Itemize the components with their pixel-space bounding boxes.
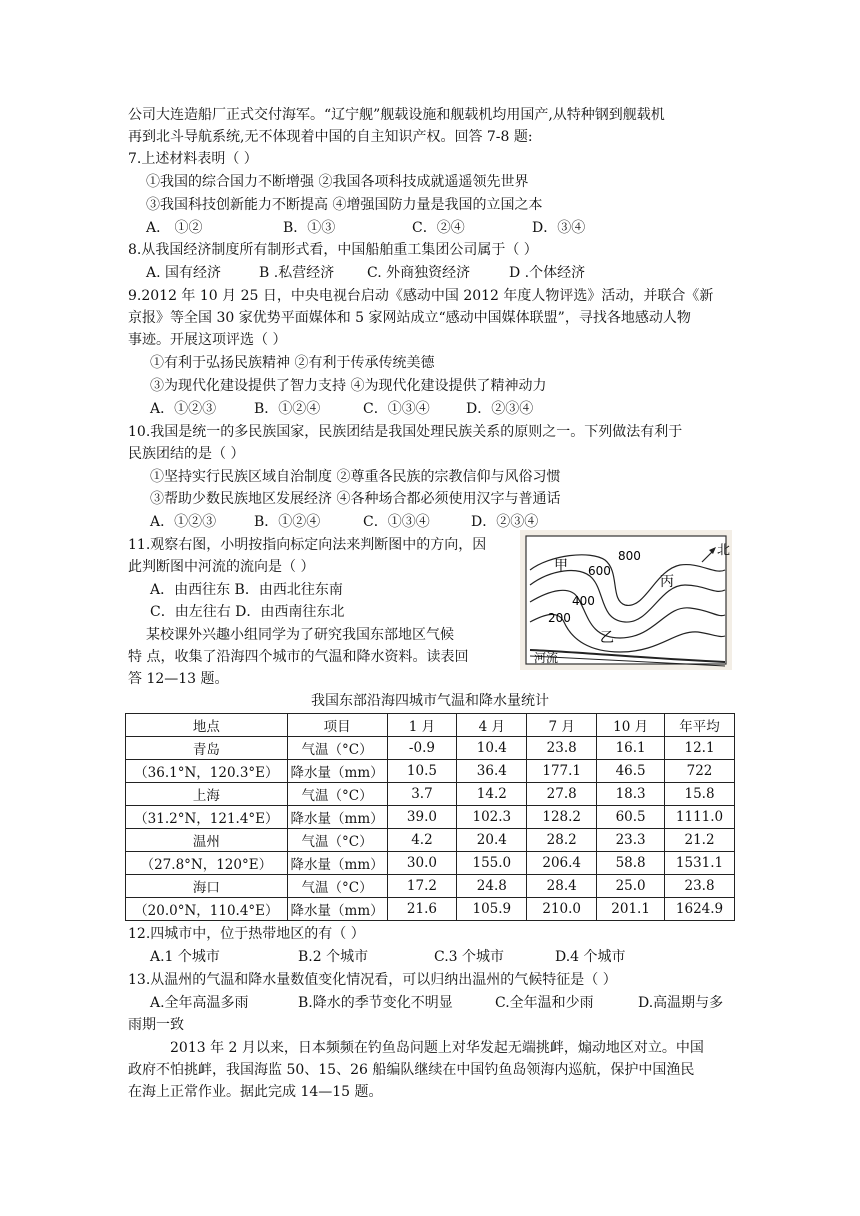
table-cell: 10.4 [457,737,527,760]
table-cell: 128.2 [527,806,597,829]
label-jia: 甲 [554,558,568,574]
river-label: 河流 [534,651,559,665]
city-coord: （31.2°N，121.4°E） [126,806,288,829]
table-cell: 30.0 [387,852,457,875]
table-cell: 17.2 [387,875,457,898]
table-cell: 24.8 [457,875,527,898]
q9-options-line-2: ③为现代化建设提供了智力支持 ④为现代化建设提供了精神动力 [150,378,547,394]
table-cell: 21.6 [387,898,457,921]
intro12-line-1: 某校课外兴趣小组同学为了研究我国东部地区气候 [146,627,454,643]
q8-stem: 8.从我国经济制度所有制形式看，中国船舶重工集团公司属于（ ） [128,242,538,258]
city-coord: （36.1°N，120.3°E） [126,760,288,783]
header-cell: 4 月 [457,714,527,737]
table-row [126,737,735,760]
table-cell: 46.5 [597,760,665,783]
table-cell: 102.3 [457,806,527,829]
header-cell: 7 月 [527,714,597,737]
item-label: 气温（°C） [287,737,387,760]
table-cell: 39.0 [387,806,457,829]
table-cell: 4.2 [387,829,457,852]
q7-choice-d[interactable]: D．③④ [532,220,586,236]
table-cell: 58.8 [597,852,665,875]
q10-options-line-2: ③帮助少数民族地区发展经济 ④各种场合都必须使用汉字与普通话 [150,491,561,507]
north-label: 北 [717,543,731,558]
q10-line-1: 10.我国是统一的多民族国家，民族团结是我国处理民族关系的原则之一。下列做法有利于 [128,424,683,440]
table-cell: 10.5 [387,760,457,783]
table-cell: 23.8 [527,737,597,760]
table-cell: 3.7 [387,783,457,806]
q13-choice-b[interactable]: B.降水的季节变化不明显 [298,995,453,1011]
label-yi: 乙 [600,630,614,646]
intro-line-1: 公司大连造船厂正式交付海军。“辽宁舰”舰载设施和舰载机均用国产,从特种钢到舰载机 [128,107,665,123]
q9-line-3: 事迹。开展这项评选（ ） [128,332,287,348]
q8-choice-d[interactable]: D .个体经济 [509,265,586,281]
q13-choice-d-cont: 雨期一致 [128,1017,184,1033]
q10-choice-b[interactable]: B．①②④ [254,514,321,530]
table-row [126,783,735,806]
table-cell: 21.2 [665,829,735,852]
table-title: 我国东部沿海四城市气温和降水量统计 [311,693,549,709]
q7-options-line-1: ①我国的综合国力不断增强 ②我国各项科技成就遥遥领先世界 [146,174,529,190]
q10-line-2: 民族团结的是（ ） [128,446,245,462]
item-label: 气温（°C） [287,875,387,898]
item-label: 降水量（mm） [287,852,387,875]
table-row [126,898,735,921]
q12-choice-a[interactable]: A.1 个城市 [150,949,220,965]
table-cell: 722 [665,760,735,783]
header-cell: 年平均 [665,714,735,737]
q8-choice-b[interactable]: B .私营经济 [259,265,335,281]
contour-label-800: 800 [618,549,641,563]
table-row [126,875,735,898]
item-label: 降水量（mm） [287,806,387,829]
table-cell: 28.2 [527,829,597,852]
q7-options-line-2: ③我国科技创新能力不断提高 ④增强国防力量是我国的立国之本 [146,197,543,213]
intro-line-2: 再到北斗导航系统,无不体现着中国的自主知识产权。回答 7-8 题: [128,129,533,145]
q13-choice-d[interactable]: D.高温期与多 [638,995,724,1011]
table-cell: 1624.9 [665,898,735,921]
table-cell: 1531.1 [665,852,735,875]
table-cell: 14.2 [457,783,527,806]
table-cell: 36.4 [457,760,527,783]
table-cell: 155.0 [457,852,527,875]
q9-choice-b[interactable]: B．①②④ [254,401,321,417]
q10-choice-a[interactable]: A．①②③ [150,514,217,530]
q10-choice-c[interactable]: C．①③④ [363,514,430,530]
table-cell: 16.1 [597,737,665,760]
q7-choice-b[interactable]: B．①③ [283,220,336,236]
q10-options-line-1: ①坚持实行民族区域自治制度 ②尊重各民族的宗教信仰与风俗习惯 [150,469,561,485]
table-cell: 23.3 [597,829,665,852]
header-cell: 地点 [126,714,288,737]
q7-choice-a[interactable]: A． ①② [146,220,203,236]
climate-table [125,713,735,921]
q13-choice-c[interactable]: C.全年温和少雨 [495,995,594,1011]
table-row [126,760,735,783]
outro-line-2: 政府不怕挑衅，我国海监 50、15、26 船编队继续在中国钓鱼岛领海内巡航，保护中国渔民 [128,1062,695,1078]
q7-choice-c[interactable]: C．②④ [412,220,465,236]
table-row [126,829,735,852]
table-cell: 1111.0 [665,806,735,829]
q8-choice-a[interactable]: A. 国有经济 [146,265,222,281]
table-row [126,852,735,875]
city-coord: （20.0°N，110.4°E） [126,898,288,921]
header-cell: 项目 [287,714,387,737]
table-cell: 18.3 [597,783,665,806]
city-name: 上海 [126,783,288,806]
q9-line-2: 京报》等全国 30 家优势平面媒体和 5 家网站成立“感动中国媒体联盟”，寻找各地感动人物 [128,310,691,326]
table-cell: 201.1 [597,898,665,921]
city-coord: （27.8°N，120°E） [126,852,288,875]
q12-choice-b[interactable]: B.2 个城市 [298,949,369,965]
intro12-line-3: 答 12—13 题。 [128,671,229,687]
contour-label-200: 200 [548,611,571,625]
table-cell: 206.4 [527,852,597,875]
table-cell: 23.8 [665,875,735,898]
table-cell: 105.9 [457,898,527,921]
q10-choice-d[interactable]: D．②③④ [471,514,539,530]
q11-options-line-2: C．由左往右 D．由西南往东北 [150,604,345,620]
q9-choice-d[interactable]: D．②③④ [466,401,534,417]
table-cell: 28.4 [527,875,597,898]
item-label: 气温（°C） [287,783,387,806]
q11-line-1: 11.观察右图，小明按指向标定向法来判断图中的方向，因 [128,537,487,553]
header-cell: 10 月 [597,714,665,737]
contour-label-400: 400 [572,594,595,608]
header-cell: 1 月 [387,714,457,737]
q13-choice-a[interactable]: A.全年高温多雨 [150,995,249,1011]
item-label: 降水量（mm） [287,898,387,921]
table-cell: 177.1 [527,760,597,783]
intro12-line-2: 特 点，收集了沿海四个城市的气温和降水资料。读表回 [128,649,469,665]
q9-choice-a[interactable]: A．①②③ [150,401,217,417]
q12-choice-c[interactable]: C.3 个城市 [434,949,505,965]
q12-stem: 12.四城市中，位于热带地区的有（ ） [128,926,365,942]
q13-stem: 13.从温州的气温和降水量数值变化情况看，可以归纳出温州的气候特征是（ ） [128,972,617,988]
table-cell: 210.0 [527,898,597,921]
table-header-row [126,714,735,737]
q9-options-line-1: ①有利于弘扬民族精神 ②有利于传承传统美德 [150,355,435,371]
city-name: 海口 [126,875,288,898]
q11-line-2: 此判断图中河流的流向是（ ） [128,559,315,575]
table-cell: -0.9 [387,737,457,760]
table-cell: 20.4 [457,829,527,852]
q11-options-line-1: A．由西往东 B．由西北往东南 [150,582,343,598]
q7-stem: 7.上述材料表明（ ） [128,151,258,167]
outro-line-1: 2013 年 2 月以来，日本频频在钓鱼岛问题上对华发起无端挑衅，煽动地区对立。中国 [170,1040,704,1056]
q9-line-1: 9.2012 年 10 月 25 日，中央电视台启动《感动中国 2012 年度人物评选》活动，并联合《新 [128,288,714,304]
item-label: 气温（°C） [287,829,387,852]
table-cell: 27.8 [527,783,597,806]
table-cell: 60.5 [597,806,665,829]
contour-label-600: 600 [588,564,611,578]
item-label: 降水量（mm） [287,760,387,783]
q12-choice-d[interactable]: D.4 个城市 [555,949,626,965]
q8-choice-c[interactable]: C. 外商独资经济 [367,265,471,281]
table-cell: 15.8 [665,783,735,806]
table-cell: 12.1 [665,737,735,760]
contour-map [520,530,732,670]
outro-line-3: 在海上正常作业。据此完成 14—15 题。 [128,1084,383,1100]
table-cell: 25.0 [597,875,665,898]
table-row [126,806,735,829]
city-name: 温州 [126,829,288,852]
q9-choice-c[interactable]: C．①③④ [363,401,430,417]
label-bing: 丙 [660,574,674,590]
city-name: 青岛 [126,737,288,760]
